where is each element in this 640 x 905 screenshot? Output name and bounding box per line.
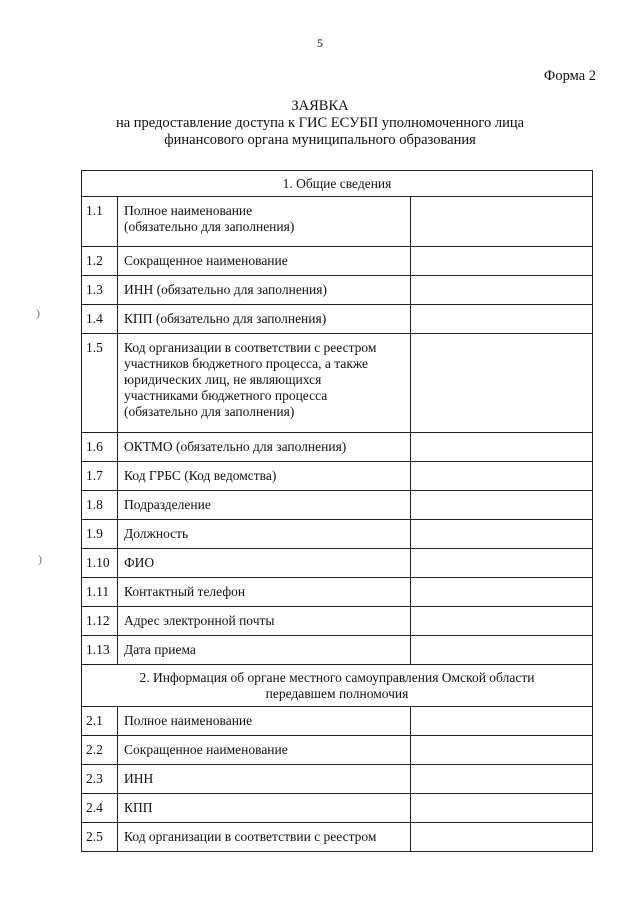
value-cell[interactable] <box>411 823 593 852</box>
value-cell[interactable] <box>411 247 593 276</box>
row-label: Код организации в соответствии с реестром <box>118 823 411 852</box>
row-label: Полное наименование (обязательно для заполнения) <box>118 197 411 247</box>
margin-mark: ) <box>38 552 42 566</box>
value-cell[interactable] <box>411 305 593 334</box>
row-number: 2.1 <box>82 707 118 736</box>
section-header-row <box>82 665 593 707</box>
value-cell[interactable] <box>411 433 593 462</box>
row-number: 2.3 <box>82 765 118 794</box>
application-form-table <box>81 170 593 852</box>
form-table <box>81 170 593 852</box>
table-row <box>82 578 593 607</box>
row-number: 1.10 <box>82 549 118 578</box>
row-number: 1.6 <box>82 433 118 462</box>
value-cell[interactable] <box>411 736 593 765</box>
table-row <box>82 276 593 305</box>
row-number: 2.2 <box>82 736 118 765</box>
value-cell[interactable] <box>411 462 593 491</box>
title-line-1: на предоставление доступа к ГИС ЕСУБП уполномоченного лица <box>115 115 525 131</box>
row-number: 2.4 <box>82 794 118 823</box>
table-row <box>82 433 593 462</box>
table-row <box>82 607 593 636</box>
page-number: 5 <box>317 36 323 50</box>
table-row <box>82 520 593 549</box>
row-label: Код организации в соответствии с реестром участников бюджетного процесса, а также юридических лиц, не являющихся участниками бюджетного процесса (обязательно для заполнения) <box>118 334 411 433</box>
table-row <box>82 636 593 665</box>
margin-mark: ) <box>36 306 40 320</box>
row-number: 1.3 <box>82 276 118 305</box>
table-row <box>82 334 593 433</box>
row-label: Адрес электронной почты <box>118 607 411 636</box>
table-row <box>82 305 593 334</box>
table-row <box>82 823 593 852</box>
form-label: Форма 2 <box>543 68 596 84</box>
table-row <box>82 736 593 765</box>
title-line-2: финансового органа муниципального образования <box>164 132 476 148</box>
row-number: 1.13 <box>82 636 118 665</box>
row-label: Контактный телефон <box>118 578 411 607</box>
row-number: 1.9 <box>82 520 118 549</box>
row-label: КПП (обязательно для заполнения) <box>118 305 411 334</box>
section-2-header: 2. Информация об органе местного самоуправления Омской области передавшем полномочия <box>82 665 593 707</box>
row-number: 1.8 <box>82 491 118 520</box>
row-label: КПП <box>118 794 411 823</box>
row-label: ИНН <box>118 765 411 794</box>
title-main: ЗАЯВКА <box>291 98 349 114</box>
value-cell[interactable] <box>411 607 593 636</box>
row-label: Код ГРБС (Код ведомства) <box>118 462 411 491</box>
row-number: 1.4 <box>82 305 118 334</box>
value-cell[interactable] <box>411 794 593 823</box>
document-title <box>0 98 640 149</box>
row-number: 1.12 <box>82 607 118 636</box>
table-row <box>82 549 593 578</box>
row-number: 2.5 <box>82 823 118 852</box>
value-cell[interactable] <box>411 197 593 247</box>
row-number: 1.11 <box>82 578 118 607</box>
row-label: Сокращенное наименование <box>118 247 411 276</box>
section-1-header: 1. Общие сведения <box>82 171 593 197</box>
row-number: 1.1 <box>82 197 118 247</box>
row-label: ОКТМО (обязательно для заполнения) <box>118 433 411 462</box>
table-row <box>82 707 593 736</box>
value-cell[interactable] <box>411 491 593 520</box>
row-number: 1.7 <box>82 462 118 491</box>
row-number: 1.5 <box>82 334 118 433</box>
row-label: ИНН (обязательно для заполнения) <box>118 276 411 305</box>
table-row <box>82 462 593 491</box>
value-cell[interactable] <box>411 765 593 794</box>
value-cell[interactable] <box>411 334 593 433</box>
row-number: 1.2 <box>82 247 118 276</box>
row-label: Должность <box>118 520 411 549</box>
row-label: Полное наименование <box>118 707 411 736</box>
value-cell[interactable] <box>411 549 593 578</box>
value-cell[interactable] <box>411 276 593 305</box>
value-cell[interactable] <box>411 636 593 665</box>
value-cell[interactable] <box>411 520 593 549</box>
section-header-row <box>82 171 593 197</box>
table-row <box>82 197 593 247</box>
table-row <box>82 765 593 794</box>
table-row <box>82 794 593 823</box>
row-label: Дата приема <box>118 636 411 665</box>
value-cell[interactable] <box>411 707 593 736</box>
row-label: Подразделение <box>118 491 411 520</box>
table-row <box>82 247 593 276</box>
value-cell[interactable] <box>411 578 593 607</box>
row-label: Сокращенное наименование <box>118 736 411 765</box>
table-row <box>82 491 593 520</box>
row-label: ФИО <box>118 549 411 578</box>
